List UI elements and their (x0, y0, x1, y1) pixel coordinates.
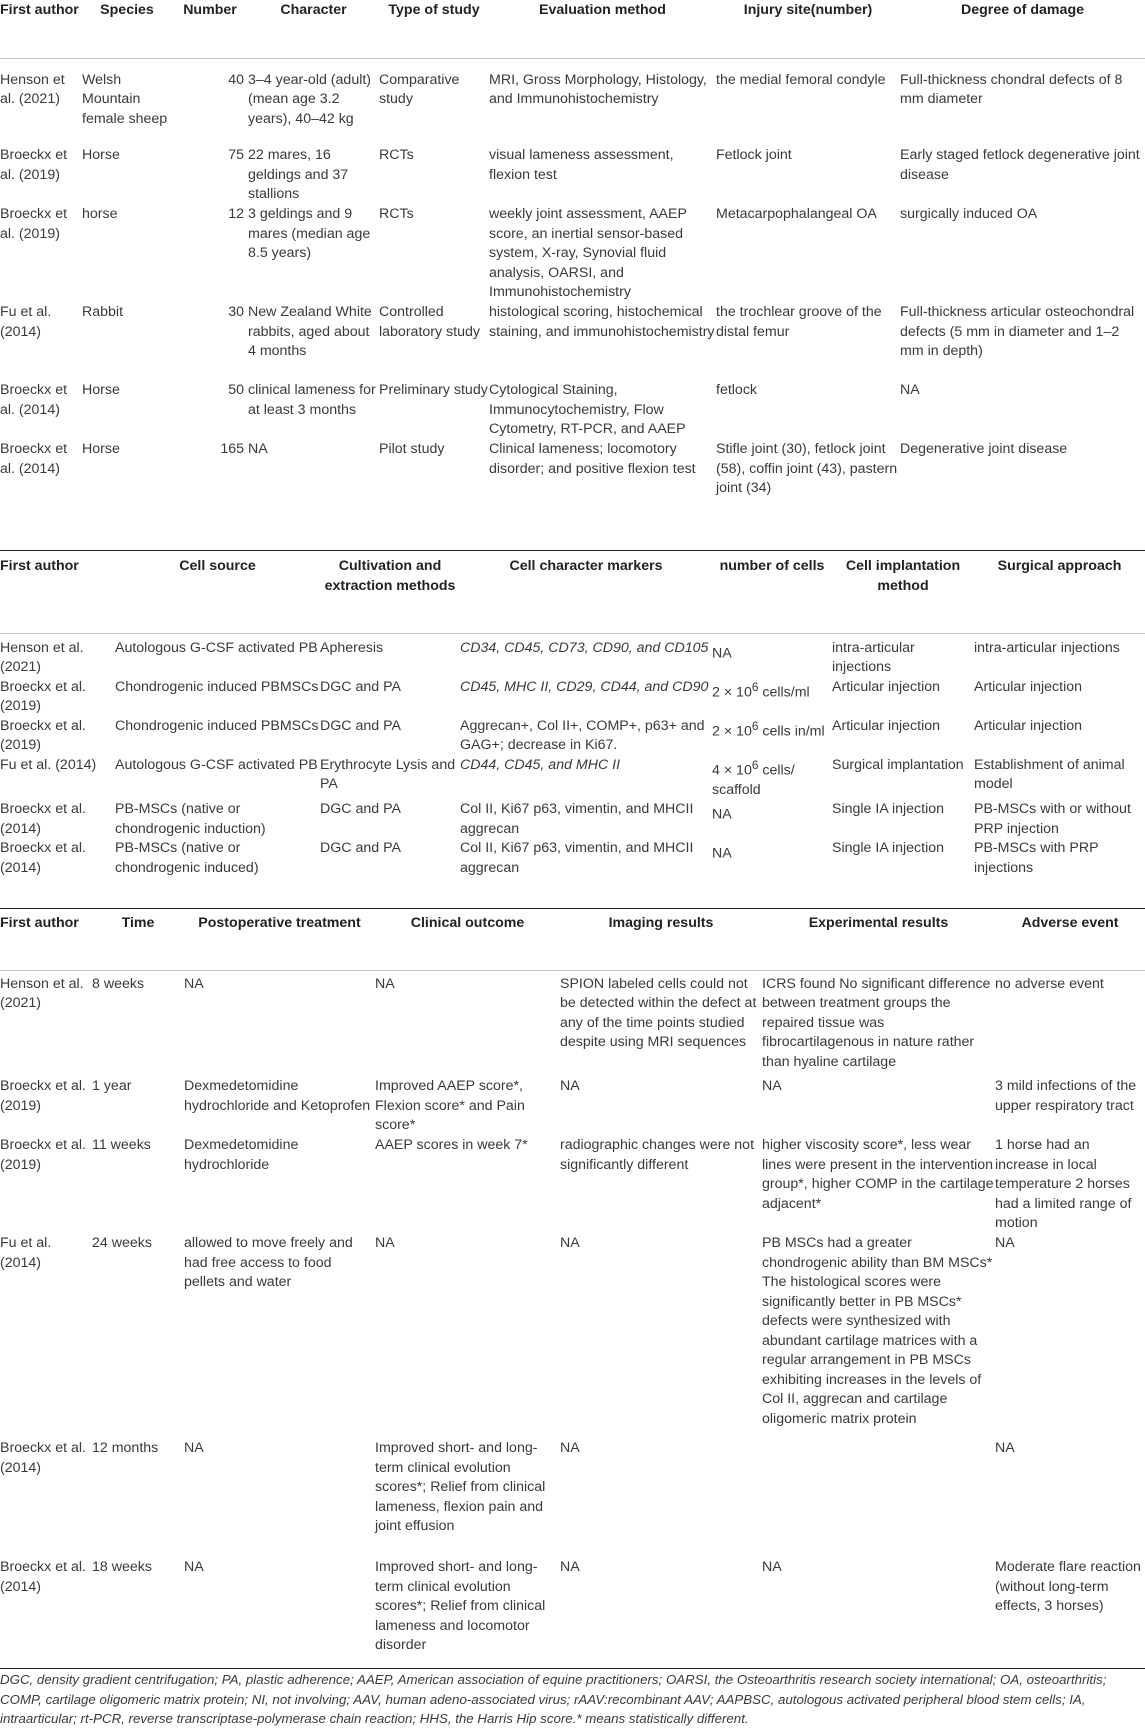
cell-type: Controlled laboratory study (379, 304, 480, 340)
cell-adverse: NA (995, 1440, 1015, 1456)
table-row (0, 633, 1145, 678)
cell-site: Metacarpophalangeal OA (716, 206, 877, 222)
cell-type: Preliminary study (379, 382, 488, 398)
cell-experimental: higher viscosity score*, less wear lines were present in the intervention group*, higher COMP in the cartilage adjacent* (762, 1137, 994, 1212)
cell-author: Broeckx et al. (2019) (0, 678, 86, 714)
cells-exponent: 6 (751, 757, 759, 772)
cell-damage: Degenerative joint disease (900, 441, 1068, 457)
cell-source: PB-MSCs (native or chondrogenic induction) (115, 801, 266, 837)
cell-character: 3 geldings and 9 mares (median age 8.5 years) (248, 206, 371, 261)
cell-damage: Full-thickness chondral defects of 8 mm diameter (900, 71, 1123, 107)
col-header-cultivation: Cultivation and extraction methods (324, 558, 456, 594)
cells-count: NA (712, 645, 732, 662)
cell-postoperative: NA (184, 975, 204, 992)
cell-author: Henson et al. (2021) (0, 71, 65, 107)
table-row (0, 970, 1145, 1077)
cell-author: Henson et al. (2021) (0, 975, 84, 1011)
cell-author: Broeckx et al. (2019) (0, 1078, 86, 1114)
cell-author: Fu et al. (2014) (0, 304, 52, 340)
cell-damage: Full-thickness articular osteochondral defects (5 mm in diameter and 1–2 mm in depth) (900, 304, 1135, 359)
cell-implant: Single IA injection (832, 801, 944, 818)
cell-approach: Articular injection (974, 678, 1083, 695)
cell-markers: CD45, MHC II, CD29, CD44, and CD90 (460, 678, 709, 695)
cell-species: Rabbit (82, 304, 124, 320)
cell-site: Fetlock joint (716, 147, 792, 163)
cell-implant: intra-articular injections (832, 639, 915, 675)
col-header-implantation-method: Cell implantation method (845, 558, 961, 594)
table-row (0, 678, 1145, 717)
col-header-first-author: First author (0, 915, 79, 931)
cell-author: Broeckx et al. (2019) (0, 1137, 86, 1173)
col-header-injury-site: Injury site(number) (743, 2, 873, 18)
cell-author: Broeckx et al. (2014) (0, 801, 86, 837)
col-header-first-author: First author (0, 558, 79, 574)
cell-author: Broeckx et al. (2014) (0, 382, 68, 418)
cell-postoperative: Dexmedetomidine hydrochloride (184, 1137, 299, 1173)
col-header-evaluation-method: Evaluation method (539, 2, 666, 18)
col-header-surgical-approach: Surgical approach (997, 558, 1122, 574)
table-row (0, 303, 1145, 381)
col-header-experimental-results: Experimental results (808, 915, 949, 931)
cell-number: 75 (228, 147, 244, 163)
table-row (0, 756, 1145, 801)
cell-clinical: Improved short- and long-term clinical evolution scores*; Relief from clinical lameness, flexion pain and joint effusion (375, 1440, 546, 1534)
cell-implant: Surgical implantation (832, 756, 964, 773)
cell-character: NA (248, 441, 268, 457)
table-row (0, 839, 1145, 880)
col-header-first-author: First author (0, 2, 79, 18)
cell-author: Fu et al. (2014) (0, 756, 97, 773)
cell-adverse: 1 horse had an increase in local temperature 2 horses had a limited range of motion (995, 1137, 1132, 1231)
col-header-species: Species (100, 2, 154, 18)
cell-source: Chondrogenic induced PBMSCs (115, 678, 319, 695)
table-row (0, 146, 1145, 205)
cell-species: Horse (82, 441, 120, 457)
cell-evaluation: Clinical lameness; locomotory disorder; and positive flexion test (489, 441, 696, 477)
section-divider (0, 550, 1145, 551)
cell-damage: Early staged fetlock degenerative joint disease (900, 147, 1140, 183)
cell-time: 18 weeks (92, 1559, 152, 1575)
cells-count: 2 × 10 (712, 684, 752, 701)
table-row (0, 1429, 1145, 1558)
cell-adverse: no adverse event (995, 975, 1104, 992)
col-header-time: Time (121, 915, 155, 931)
table-row (0, 717, 1145, 756)
footnote-divider (0, 1668, 1145, 1669)
cell-species: Horse (82, 147, 120, 163)
cell-species: horse (82, 206, 118, 222)
cell-author: Henson et al. (2021) (0, 639, 84, 675)
cell-time: 12 months (92, 1440, 159, 1456)
col-header-character: Character (280, 2, 347, 18)
cell-approach: intra-articular injections (974, 639, 1120, 656)
cell-postoperative: allowed to move freely and had free access to food pellets and water (184, 1235, 353, 1290)
cell-postoperative: NA (184, 1440, 204, 1456)
cell-evaluation: weekly joint assessment, AAEP score, an inertial sensor-based system, X-ray, Synovial fluid analysis, OARSI, and Immunohistochemistry (489, 206, 687, 300)
table-row (0, 381, 1145, 440)
col-header-postoperative-treatment: Postoperative treatment (198, 915, 361, 931)
cell-experimental: NA (762, 1078, 782, 1094)
cell-number: 50 (228, 382, 244, 398)
cell-experimental (762, 1429, 995, 1558)
cells-exponent: 6 (751, 718, 759, 733)
table-header-row (0, 556, 1145, 633)
cell-imaging: NA (560, 1559, 580, 1575)
cell-imaging: NA (560, 1440, 580, 1456)
cell-number: 165 (220, 441, 244, 457)
cell-implant: Articular injection (832, 678, 941, 695)
cells-unit: cells/ml (758, 684, 810, 701)
cell-type: RCTs (379, 147, 414, 163)
cell-author: Broeckx et al. (2019) (0, 147, 68, 183)
cell-cultivation: DGC and PA (320, 717, 401, 734)
cell-approach: PB-MSCs with PRP injections (974, 840, 1099, 876)
cell-species: Horse (82, 382, 120, 398)
cell-clinical: NA (375, 975, 395, 992)
table-row (0, 58, 1145, 146)
cell-number-of-cells (712, 717, 832, 756)
cell-author: Broeckx et al. (2014) (0, 1440, 86, 1476)
table-row (0, 800, 1145, 839)
table-header-row (0, 913, 1145, 970)
cell-source: Chondrogenic induced PBMSCs (115, 717, 319, 734)
cell-author: Broeckx et al. (2014) (0, 1559, 86, 1595)
table-footnote: DGC, density gradient centrifugation; PA, plastic adherence; AAEP, American association of equine practitioners; OARSI, the Osteoarthritis research society international; OA, osteoarthritis; COMP, cartilage oligomeric matrix protein; NI, not involving; AAV, human adeno-associated virus; rAAV:recombinant AAV; AAPBSC, autologous activated peripheral blood stem cells; IA, intraarticular; rt-PCR, reverse transcriptase-polymerase chain reaction; HHS, the Harris Hip score.* means statistically different. (0, 1672, 1107, 1726)
cell-markers: Col II, Ki67 p63, vimentin, and MHCII aggrecan (460, 840, 694, 876)
cell-approach: Establishment of animal model (974, 756, 1125, 792)
cell-number-of-cells (712, 800, 832, 839)
cell-number-of-cells (712, 678, 832, 717)
table-row (0, 1234, 1145, 1429)
cell-number: 12 (228, 206, 244, 222)
cell-author: Broeckx et al. (2014) (0, 441, 68, 477)
cell-number-of-cells (712, 633, 832, 678)
cells-exponent: 6 (751, 679, 759, 694)
cell-evaluation: MRI, Gross Morphology, Histology, and Immunohistochemistry (489, 71, 707, 107)
cell-type: Comparative study (379, 71, 460, 107)
cell-evaluation: Cytological Staining, Immunocytochemistry, Flow Cytometry, RT-PCR, and AAEP (489, 382, 686, 437)
cell-number-of-cells (712, 839, 832, 880)
cell-markers: CD34, CD45, CD73, CD90, and CD105 (460, 639, 709, 656)
table-outcomes (0, 913, 1145, 1695)
cell-clinical: NA (375, 1235, 395, 1251)
cell-adverse: Moderate flare reaction (without long-term effects, 3 horses) (995, 1559, 1141, 1614)
cell-approach: Articular injection (974, 717, 1083, 734)
cell-clinical: Improved AAEP score*, Flexion score* and Pain score* (375, 1078, 525, 1133)
cell-imaging: SPION labeled cells could not be detected within the defect at any of the time points studied despite using MRI sequences (560, 975, 757, 1050)
cell-markers: CD44, CD45, and MHC II (460, 756, 621, 773)
cell-cultivation: DGC and PA (320, 840, 401, 857)
col-header-number: Number (183, 2, 237, 18)
table-row (0, 205, 1145, 303)
cell-author: Broeckx et al. (2014) (0, 840, 86, 876)
cells-unit: cells in/ml (758, 723, 825, 740)
cell-implant: Single IA injection (832, 840, 944, 857)
cell-cultivation: Erythrocyte Lysis and PA (320, 756, 456, 792)
col-header-clinical-outcome: Clinical outcome (410, 915, 525, 931)
cell-evaluation: visual lameness assessment, flexion test (489, 147, 674, 183)
cell-imaging: NA (560, 1078, 580, 1094)
cell-site: Stifle joint (30), fetlock joint (58), coffin joint (43), pastern joint (34) (716, 441, 898, 496)
cell-experimental: ICRS found No significant difference between treatment groups the repaired tissue was fibrocartilagenous in nature rather than hyaline cartilage (762, 975, 991, 1070)
cell-species: Welsh Mountain female sheep (82, 71, 168, 127)
cell-imaging: radiographic changes were not significantly different (560, 1137, 755, 1173)
table-cell-characteristics (0, 556, 1145, 880)
col-header-imaging-results: Imaging results (608, 915, 714, 931)
cell-time: 8 weeks (92, 975, 145, 992)
col-header-cell-source: Cell source (179, 558, 256, 574)
cell-imaging: NA (560, 1235, 580, 1251)
cell-author: Broeckx et al. (2019) (0, 206, 68, 242)
cell-markers: Col II, Ki67 p63, vimentin, and MHCII aggrecan (460, 801, 694, 837)
cell-experimental: NA (762, 1559, 782, 1575)
cell-cultivation: Apheresis (320, 639, 384, 656)
cell-source: Autologous G-CSF activated PB (115, 756, 318, 773)
col-header-degree-of-damage: Degree of damage (961, 2, 1084, 18)
cell-author: Broeckx et al. (2019) (0, 717, 86, 753)
cell-cultivation: DGC and PA (320, 801, 401, 818)
cell-clinical: AAEP scores in week 7* (375, 1137, 528, 1153)
cell-experimental: PB MSCs had a greater chondrogenic ability than BM MSCs* The histological scores were significantly better in PB MSCs* defects were synthesized with abundant cartilage matrices with a regular arrangement in PB MSCs exhibiting increases in the levels of Col II, aggrecan and cartilage oligomeric matrix protein (762, 1235, 993, 1427)
cell-number: 30 (228, 304, 244, 320)
cell-implant: Articular injection (832, 717, 941, 734)
cell-markers: Aggrecan+, Col II+, COMP+, p63+ and GAG+; decrease in Ki67. (460, 717, 705, 753)
cell-type: RCTs (379, 206, 414, 222)
cells-count: NA (712, 845, 732, 862)
cell-character: clinical lameness for at least 3 months (248, 382, 376, 418)
cell-character: New Zealand White rabbits, aged about 4 months (248, 304, 372, 359)
cell-postoperative: NA (184, 1559, 204, 1575)
cell-cultivation: DGC and PA (320, 678, 401, 695)
cell-site: fetlock (716, 382, 758, 398)
cell-character: 3–4 year-old (adult) (mean age 3.2 years), 40–42 kg (248, 71, 372, 127)
cell-source: PB-MSCs (native or chondrogenic induced) (115, 840, 259, 876)
table-study-characteristics (0, 0, 1145, 499)
cell-damage: surgically induced OA (900, 206, 1038, 222)
cells-unit: cells/ scaffold (712, 762, 795, 798)
cell-time: 11 weeks (92, 1137, 151, 1153)
cell-character: 22 mares, 16 geldings and 37 stallions (248, 147, 349, 202)
table-row (0, 1077, 1145, 1136)
cell-type: Pilot study (379, 441, 445, 457)
cell-approach: PB-MSCs with or without PRP injection (974, 801, 1131, 837)
col-header-number-of-cells: number of cells (719, 558, 825, 574)
cell-adverse: NA (995, 1235, 1015, 1251)
table-row (0, 440, 1145, 499)
col-header-adverse-event: Adverse event (1021, 915, 1119, 931)
cell-site: the trochlear groove of the distal femur (716, 304, 882, 340)
cell-adverse: 3 mild infections of the upper respiratory tract (995, 1078, 1137, 1114)
cell-postoperative: Dexmedetomidine hydrochloride and Ketoprofen (184, 1078, 371, 1114)
cell-site: the medial femoral condyle (716, 71, 886, 88)
table-header-row (0, 0, 1145, 58)
cells-count: 4 × 10 (712, 762, 752, 779)
col-header-cell-markers: Cell character markers (509, 558, 663, 574)
cell-number: 40 (228, 71, 244, 88)
col-header-type-of-study: Type of study (388, 2, 480, 18)
cell-source: Autologous G-CSF activated PB (115, 639, 318, 656)
cell-evaluation: histological scoring, histochemical staining, and immunohistochemistry (489, 304, 715, 340)
cells-count: NA (712, 806, 732, 823)
cell-time: 24 weeks (92, 1235, 152, 1251)
table-row (0, 1136, 1145, 1234)
cell-author: Fu et al. (2014) (0, 1235, 52, 1271)
cell-time: 1 year (92, 1078, 132, 1094)
cells-count: 2 × 10 (712, 723, 752, 740)
cell-number-of-cells (712, 756, 832, 801)
section-divider (0, 908, 1145, 909)
cell-damage: NA (900, 382, 920, 398)
cell-clinical: Improved short- and long-term clinical evolution scores*; Relief from clinical lameness and locomotor disorder (375, 1559, 546, 1653)
